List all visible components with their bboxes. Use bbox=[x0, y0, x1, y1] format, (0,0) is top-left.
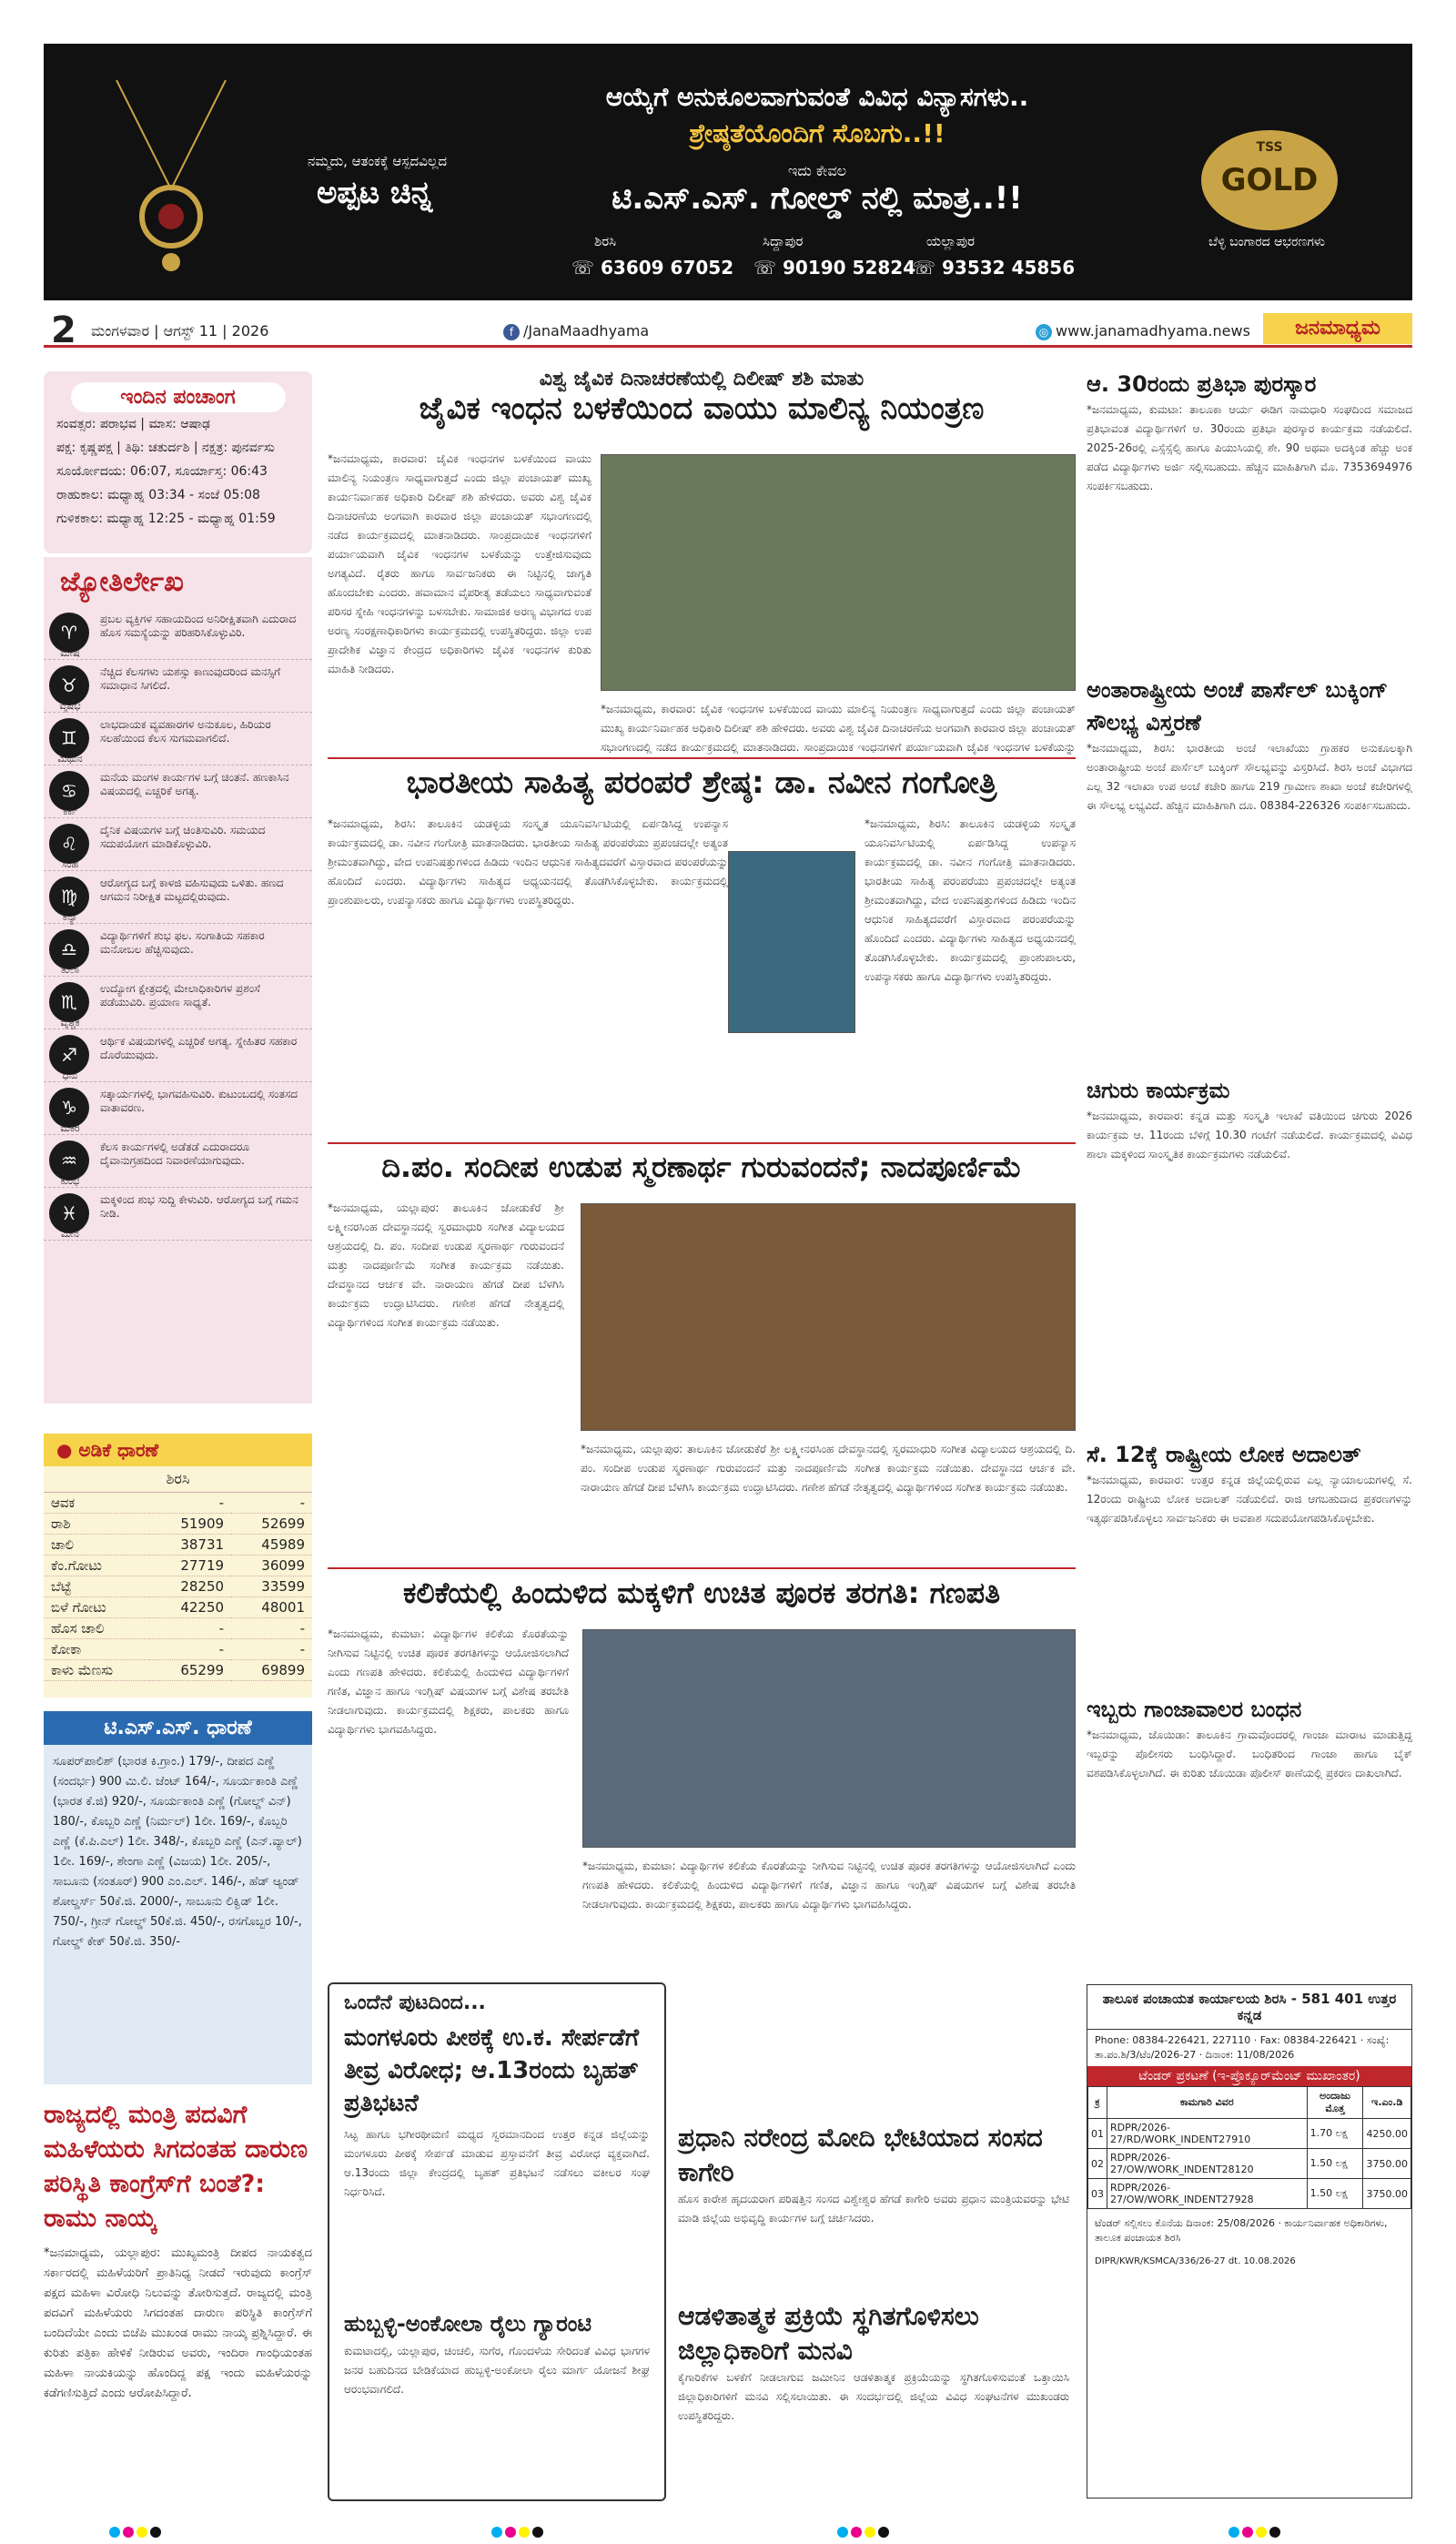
min-price: 51909 bbox=[150, 1514, 231, 1535]
page-strip bbox=[44, 309, 1412, 351]
zodiac-icon: ♑ bbox=[49, 1088, 89, 1128]
article-headline: ಸೆ. 12ಕ್ಕೆ ರಾಷ್ಟ್ರೀಯ ಲೋಕ ಅದಾಲತ್ bbox=[1087, 1442, 1361, 1467]
article-headline: ಜೈವಿಕ ಇಂಧನ ಬಳಕೆಯಿಂದ ವಾಯು ಮಾಲಿನ್ಯ ನಿಯಂತ್ರಣ bbox=[419, 390, 985, 427]
tender-notice bbox=[1087, 1984, 1412, 2498]
min-price: 65299 bbox=[150, 1660, 231, 1681]
zodiac-icon: ♌ bbox=[49, 824, 89, 864]
horoscope-text: ವಿದ್ಯಾರ್ಥಿಗಳಿಗೆ ಶುಭ ಫಲ. ಸಂಗಾತಿಯ ಸಹಕಾರ ಮನೋಬಲ ಹೆಚ್ಚಿಸುವುದು. bbox=[100, 929, 265, 956]
zodiac-name: ವೃಷಭ bbox=[59, 700, 81, 712]
table-row bbox=[44, 1514, 312, 1535]
max-price: 48001 bbox=[231, 1597, 312, 1618]
tender-footer: ಟೆಂಡರ್ ಸಲ್ಲಿಸಲು ಕೊನೆಯ ದಿನಾಂಕ: 25/08/2026 · ಕಾರ್ಯನಿರ್ವಾಹಕ ಅಧಿಕಾರಿಗಳು, ತಾಲೂಕ ಪಂಚಾಯತ ಶಿರಸಿ bbox=[1095, 2217, 1388, 2244]
table-row bbox=[1088, 2119, 1411, 2149]
article-headline: ಅಂತಾರಾಷ್ಟ್ರೀಯ ಅಂಚೆ ಪಾರ್ಸೆಲ್ ಬುಕ್ಕಿಂಗ್ ಸೌಲಭ್ಯ ವಿಸ್ತರಣೆ bbox=[1087, 677, 1389, 735]
zodiac-name: ವೃಶ್ಚಿಕ bbox=[60, 1017, 80, 1029]
horoscope-item bbox=[44, 1135, 312, 1188]
max-price: - bbox=[231, 1618, 312, 1639]
phone-number-3[interactable]: ☏ 93532 45856 bbox=[913, 257, 1076, 279]
article-free-classes[interactable] bbox=[328, 1575, 1076, 1966]
tender-work: RDPR/2026-27/RD/WORK_INDENT27910 bbox=[1107, 2119, 1308, 2149]
panchanga-line: ಗುಳಿಕಕಾಲ: ಮಧ್ಯಾಹ್ನ 12:25 - ಮಧ್ಯಾಹ್ನ 01:59 bbox=[56, 512, 276, 526]
max-price: - bbox=[231, 1639, 312, 1660]
phone-city-2: ಸಿದ್ದಾಪುರ bbox=[763, 233, 804, 249]
newspaper-brand: ಜನಮಾಧ್ಯಮ bbox=[1263, 313, 1412, 344]
tender-table bbox=[1087, 2086, 1411, 2209]
article-guru-vandane[interactable] bbox=[328, 1149, 1076, 1567]
globe-icon: ◎ bbox=[1036, 324, 1052, 340]
tender-amount: 1.50 ಲಕ್ಷ bbox=[1307, 2179, 1363, 2209]
article-postal[interactable] bbox=[1087, 674, 1412, 1065]
zodiac-icon: ♎ bbox=[49, 929, 89, 969]
zodiac-name: ಧನು bbox=[62, 1069, 78, 1081]
article-body: *ಜನಮಾಧ್ಯಮ, ಜೊಯಿಡಾ: ತಾಲೂಕಿನ ಗ್ರಾಮವೊಂದರಲ್ಲಿ ಗಾಂಜಾ ಮಾರಾಟ ಮಾಡುತ್ತಿದ್ದ ಇಬ್ಬರನ್ನು ಪೊಲೀಸರು ಬಂಧಿಸಿದ್ದಾರೆ. ಬಂಧಿತರಿಂದ ಗಾಂಜಾ ಹಾಗೂ ಬೈಕ್ ವಶಪಡಿಸಿಕೊಳ್ಳಲಾಗಿದೆ. ಈ ಕುರಿತು ಜೊಯಿಡಾ ಪೊಲೀಸ್ ಠಾಣೆಯಲ್ಲಿ ಪ್ರಕರಣ ದಾಖಲಾಗಿದೆ. bbox=[1087, 1728, 1412, 1779]
panchanga-line: ಸಂವತ್ಸರ: ಪರಾಭವ | ಮಾಸ: ಆಷಾಢ bbox=[56, 417, 210, 431]
article-ganja-arrest[interactable] bbox=[1087, 1693, 1412, 1966]
article-kicker: ವಿಶ್ವ ಜೈವಿಕ ದಿನಾಚರಣೆಯಲ್ಲಿ ದಿಲೀಷ್ ಶಶಿ ಮಾತು bbox=[539, 368, 864, 390]
zodiac-icon: ♉ bbox=[49, 665, 89, 705]
front-page-continued-box bbox=[328, 1982, 666, 2501]
page-number: 2 bbox=[51, 309, 76, 351]
article-headline[interactable]: ಮಂಗಳೂರು ಪೀಠಕ್ಕೆ ಉ.ಕ. ಸೇರ್ಪಡೆಗೆ ತೀವ್ರ ವಿರೋಧ; ಆ.13ರಂದು ಬೃಹತ್ ಪ್ರತಿಭಟನೆ bbox=[344, 2024, 640, 2117]
tss-rates-text: ಸೂಪರ್‌ಪಾಲಿಶ್ (ಭಾರತ ಕಿ.ಗ್ರಾಂ.) 179/-, ದೀಪದ ಎಣ್ಣೆ (ಸಂದರ್ಭ) 900 ಮಿ.ಲಿ. ಜೆಂಟ್ 164/-, ಸೂರ್ಯಕಾಂತಿ ಎಣ್ಣೆ (ಭಾರತ ಕೆ.ಜಿ) 920/-, ಸೂರ್ಯಕಾಂತಿ ಎಣ್ಣೆ (ಗೋಲ್ಡ್ ವಿನ್) 180/-, ಕೊಬ್ಬರಿ ಎಣ್ಣೆ (ನಿರ್ಮಲ್) 1ಲೀ. 169/-, ಕೊಬ್ಬರಿ ಎಣ್ಣೆ (ಕೆ.ಪಿ.ಎಲ್) 1ಲೀ. 348/-, ಕೊಬ್ಬರಿ ಎಣ್ಣೆ (ಎನ್.ವ್ಯಾಲ್) 1ಲೀ. 169/-, ಶೇಂಗಾ ಎಣ್ಣೆ (ವಿಜಯ) 1ಲೀ. 205/-, ಸಾಬೂನು (ಸಂತೂರ್) 900 ಎಂ.ಎಲ್. 146/-, ಹೆಡ್ ಆ್ಯಂಡ್ ಶೋಲ್ಡರ್ಸ್ 50ಕೆ.ಜಿ. 2000/-, ಸಾಬೂನು ಲಿಕ್ವಿಡ್ 1ಲೀ. 750/-, ಗ್ರೀನ್ ಗೋಲ್ಡ್ 50ಕೆ.ಜಿ. 450/-, ರಸಗೊಬ್ಬರ 10/-, ಗೋಲ್ಡ್ ಕೇಕ್ 50ಕೆ.ಜಿ. 350/- bbox=[53, 1755, 302, 1949]
ad-headline-2: ಶ್ರೇಷ್ಠತೆಯೊಂದಿಗೆ ಸೊಬಗು..!! bbox=[689, 118, 945, 148]
website-link[interactable]: ◎ www.janamadhyama.news bbox=[1036, 322, 1250, 340]
max-price: - bbox=[231, 1493, 312, 1514]
article-headline: ಭಾರತೀಯ ಸಾಹಿತ್ಯ ಪರಂಪರೆ ಶ್ರೇಷ್ಠ: ಡಾ. ನವೀನ ಗಂಗೋತ್ರಿ bbox=[406, 765, 997, 801]
zodiac-icon: ♒ bbox=[49, 1140, 89, 1181]
min-price: 42250 bbox=[150, 1597, 231, 1618]
ad-tagline: ಬೆಳ್ಳಿ ಬಂಗಾರದ ಆಭರಣಗಳು bbox=[1208, 235, 1325, 249]
zodiac-name: ಮಕರ bbox=[60, 1122, 80, 1134]
dipr-code: DIPR/KWR/KSMCA/336/26-27 dt. 10.08.2026 bbox=[1095, 2256, 1296, 2266]
article-body: *ಜನಮಾಧ್ಯಮ, ಕಾರವಾರ: ಉತ್ತರ ಕನ್ನಡ ಜಿಲ್ಲೆಯಲ್ಲಿರುವ ಎಲ್ಲ ನ್ಯಾಯಾಲಯಗಳಲ್ಲಿ ಸೆ. 12ರಂದು ರಾಷ್ಟ್ರೀಯ ಲೋಕ ಅದಾಲತ್ ನಡೆಯಲಿದೆ. ರಾಜಿ ಆಗಬಹುದಾದ ಪ್ರಕರಣಗಳನ್ನು ಇತ್ಯರ್ಥಪಡಿಸಿಕೊಳ್ಳಲು ಸಾರ್ವಜನಿಕರು ಈ ಅವಕಾಶ ಸದುಪಯೋಗಪಡಿಸಿಕೊಳ್ಳಬೇಕು. bbox=[1087, 1474, 1412, 1525]
horoscope-text: ಮನೆಯ ಮಂಗಳ ಕಾರ್ಯಗಳ ಬಗ್ಗೆ ಚಿಂತನೆ. ಹಣಕಾಸಿನ ವಿಷಯದಲ್ಲಿ ಎಚ್ಚರಿಕೆ ಅಗತ್ಯ. bbox=[100, 771, 289, 797]
article-headline[interactable]: ಆಡಳಿತಾತ್ಮಕ ಪ್ರಕ್ರಿಯೆ ಸ್ಥಗಿತಗೊಳಿಸಲು ಜಿಲ್ಲಾಧಿಕಾರಿಗೆ ಮನವಿ bbox=[678, 2301, 979, 2366]
article-body: ಕೈಗಾರಿಕೆಗಳ ಬಳಕೆಗೆ ನೀಡಲಾಗುವ ಜಮೀನಿನ ಆಡಳಿತಾತ್ಮಕ ಪ್ರಕ್ರಿಯೆಯನ್ನು ಸ್ಥಗಿತಗೊಳಿಸುವಂತೆ ಒತ್ತಾಯಿಸಿ ಜಿಲ್ಲಾಧಿಕಾರಿಗಳಿಗೆ ಮನವಿ ಸಲ್ಲಿಸಲಾಯಿತು. ಈ ಸಂದರ್ಭದಲ್ಲಿ ಜಿಲ್ಲೆಯ ವಿವಿಧ ಸಂಘಟನೆಗಳ ಮುಖಂಡರು ಉಪಸ್ಥಿತರಿದ್ದರು. bbox=[678, 2371, 1069, 2422]
min-price: - bbox=[150, 1639, 231, 1660]
arecanut-city: ಶಿರಸಿ bbox=[44, 1466, 312, 1493]
panchanga-line: ಸೂರ್ಯೋದಯ: 06:07, ಸೂರ್ಯಾಸ್ತ: 06:43 bbox=[56, 464, 268, 479]
ad-only-label: ಇದು ಕೇವಲ bbox=[788, 162, 846, 179]
brief-column-2 bbox=[678, 1984, 1069, 2494]
divider bbox=[328, 1142, 1076, 1144]
article-body: *ಜನಮಾಧ್ಯಮ, ಯಲ್ಲಾಪುರ: ತಾಲೂಕಿನ ಜೋಡುಕೆರೆ ಶ್ರೀ ಲಕ್ಷ್ಮೀನರಸಿಂಹ ದೇವಸ್ಥಾನದಲ್ಲಿ ಸ್ವರಮಾಧುರಿ ಸಂಗೀತ ವಿದ್ಯಾಲಯದ ಆಶ್ರಯದಲ್ಲಿ ದಿ. ಪಂ. ಸಂದೀಪ ಉಡುಪ ಸ್ಮರಣಾರ್ಥ ಗುರುವಂದನೆ ಮತ್ತು ನಾದಪೂರ್ಣಿಮೆ ಸಂಗೀತ ಕಾರ್ಯಕ್ರಮ ನಡೆಯಿತು. ದೇವಸ್ಥಾನದ ಆರ್ಚಕ ವೇ. ನಾರಾಯಣ ಹೆಗಡೆ ದೀಪ ಬೆಳಗಿಸಿ ಕಾರ್ಯಕ್ರಮ ಉದ್ಘಾಟಿಸಿದರು. ಗಣೇಶ ಹೆಗಡೆ ನೇತೃತ್ವದಲ್ಲಿ ವಿದ್ಯಾರ್ಥಿಗಳಿಂದ ಸಂಗೀತ ಕಾರ್ಯಕ್ರಮ ನಡೆಯಿತು. bbox=[328, 1201, 564, 1329]
zodiac-icon: ♈ bbox=[49, 613, 89, 653]
price-label: ರಾಶಿ bbox=[44, 1514, 150, 1535]
article-body: *ಜನಮಾಧ್ಯಮ, ಕಾರವಾರ: ಜೈವಿಕ ಇಂಧನಗಳ ಬಳಕೆಯಿಂದ ವಾಯು ಮಾಲಿನ್ಯ ನಿಯಂತ್ರಣ ಸಾಧ್ಯವಾಗುತ್ತದೆ ಎಂದು ಜಿಲ್ಲಾ ಪಂಚಾಯತ್ ಮುಖ್ಯ ಕಾರ್ಯನಿರ್ವಾಹಕ ಅಧಿಕಾರಿ ದಿಲೀಷ್ ಶಶಿ ಹೇಳಿದರು. ಅವರು ವಿಶ್ವ ಜೈವಿಕ ದಿನಾಚರಣೆಯ ಅಂಗವಾಗಿ ಕಾರವಾರ ಜಿಲ್ಲಾ ಪಂಚಾಯತ್ ಸಭಾಂಗಣದಲ್ಲಿ ನಡೆದ ಕಾರ್ಯಕ್ರಮದಲ್ಲಿ ಮಾತನಾಡಿದರು. ಸಾಂಪ್ರದಾಯಿಕ ಇಂಧನಗಳಿಗೆ ಪರ್ಯಾಯವಾಗಿ ಜೈವಿಕ ಇಂಧನಗಳ ಬಳಕೆಯನ್ನು ಉತ್ತೇಜಿಸುವುದು ಅಗತ್ಯವಿದೆ. ರೈತರು ಹಾಗೂ ಸಾರ್ವಜನಿಕರು ಈ ನಿಟ್ಟಿನಲ್ಲಿ ಜಾಗೃತಿ ಹೊಂದಬೇಕು ಎಂದರು. ಹವಾಮಾನ ವೈಪರೀತ್ಯ ತಡೆಯಲು ಸಾಧ್ಯವಾಗುವಂತೆ ಪರಿಸರ ಸ್ನೇಹಿ ಇಂಧನಗಳನ್ನು ಬಳಸಬೇಕು. ಸಾಮಾಜಿಕ ಅರಣ್ಯ ವಿಭಾಗದ ಉಪ ಅರಣ್ಯ ಸಂರಕ್ಷಣಾಧಿಕಾರಿಗಳು ಕಾರ್ಯಕ್ರಮದಲ್ಲಿ ಉಪಸ್ಥಿತರಿದ್ದರು. ಜಿಲ್ಲಾ ಉಪ ಪ್ರಾದೇಶಿಕ ವಿಜ್ಞಾನ ಕೇಂದ್ರದ ಅಧಿಕಾರಿಗಳು ಜೈವಿಕ ಇಂಧನಗಳ ಕುರಿತು ಮಾಹಿತಿ ನೀಡಿದರು. bbox=[328, 452, 592, 675]
max-price: 69899 bbox=[231, 1660, 312, 1681]
horoscope-text: ಆರ್ಥಿಕ ವಿಷಯಗಳಲ್ಲಿ ಎಚ್ಚರಿಕೆ ಅಗತ್ಯ. ಸ್ನೇಹಿತರ ಸಹಕಾರ ದೊರೆಯುವುದು. bbox=[100, 1035, 298, 1061]
tender-emd: 3750.00 bbox=[1363, 2179, 1411, 2209]
arecanut-price-box bbox=[44, 1434, 312, 1698]
horoscope-item bbox=[44, 1029, 312, 1082]
table-row bbox=[44, 1597, 312, 1618]
article-body: *ಜನಮಾಧ್ಯಮ, ಶಿರಸಿ: ಭಾರತೀಯ ಅಂಚೆ ಇಲಾಖೆಯು ಗ್ರಾಹಕರ ಅನುಕೂಲಕ್ಕಾಗಿ ಅಂತಾರಾಷ್ಟ್ರೀಯ ಅಂಚೆ ಪಾರ್ಸೆಲ್ ಬುಕ್ಕಿಂಗ್ ಸೌಲಭ್ಯವನ್ನು ವಿಸ್ತರಿಸಿದೆ. ಶಿರಸಿ ಅಂಚೆ ವಿಭಾಗದ ಎಲ್ಲ 32 ಇಲಾಖಾ ಉಪ ಅಂಚೆ ಕಚೇರಿ ಹಾಗೂ 219 ಗ್ರಾಮೀಣ ಶಾಖಾ ಅಂಚೆ ಕಚೇರಿಗಳಲ್ಲಿ ಈ ಸೌಲಭ್ಯ ಲಭ್ಯವಿದೆ. ಹೆಚ್ಚಿನ ಮಾಹಿತಿಗಾಗಿ ದೂ. 08384-226326 ಸಂಪರ್ಕಿಸಬಹುದು. bbox=[1087, 742, 1412, 812]
zodiac-name: ಕನ್ಯಾ bbox=[62, 911, 78, 923]
ad-headline-1: ಆಯ್ಕೆಗೆ ಅನುಕೂಲವಾಗುವಂತೆ ವಿವಿಧ ವಿನ್ಯಾಸಗಳು.. bbox=[605, 82, 1029, 112]
article-headline: ಚಿಗುರು ಕಾರ್ಯಕ್ರಮ bbox=[1087, 1078, 1230, 1103]
divider bbox=[328, 1567, 1076, 1569]
zodiac-icon: ♐ bbox=[49, 1035, 89, 1075]
article-headline: ಇಬ್ಬರು ಗಾಂಜಾವಾಲರ ಬಂಧನ bbox=[1087, 1697, 1302, 1722]
tender-col: ಕ್ರ bbox=[1088, 2087, 1107, 2119]
music-event-photo bbox=[581, 1203, 1076, 1431]
zodiac-name: ಮಿಥುನ bbox=[57, 753, 83, 765]
min-price: - bbox=[150, 1618, 231, 1639]
price-label: ಬಿಳೆ ಗೋಟು bbox=[44, 1597, 150, 1618]
article-body: *ಜನಮಾಧ್ಯಮ, ಯಲ್ಲಾಪುರ: ಮುಖ್ಯಮಂತ್ರಿ ದೀಪದ ನಾಯಕತ್ವದ ಸರ್ಕಾರದಲ್ಲಿ ಮಹಿಳೆಯರಿಗೆ ಪ್ರಾತಿನಿಧ್ಯ ನೀಡದೆ ಇರುವುದು ಕಾಂಗ್ರೆಸ್ ಪಕ್ಷದ ಮಹಿಳಾ ವಿರೋಧಿ ನಿಲುವನ್ನು ತೋರಿಸುತ್ತದೆ. ರಾಜ್ಯದಲ್ಲಿ ಮಂತ್ರಿ ಪದವಿಗೆ ಮಹಿಳೆಯರು ಸಿಗದಂತಹ ದಾರುಣ ಪರಿಸ್ಥಿತಿ ಕಾಂಗ್ರೆಸ್‌ಗೆ ಬಂದಿದೆಯೇ ಎಂದು ಬಿಜೆಪಿ ಮುಖಂಡ ರಾಮು ನಾಯ್ಕ ಪ್ರಶ್ನಿಸಿದ್ದಾರೆ. ಈ ಕುರಿತು ಪತ್ರಿಕಾ ಹೇಳಿಕೆ ನೀಡಿರುವ ಅವರು, ಇಂದಿರಾ ಗಾಂಧಿಯಂತಹ ಮಹಿಳಾ ನಾಯಕಿಯನ್ನು ಹೊಂದಿದ್ದ ಪಕ್ಷ ಇಂದು ಮಹಿಳೆಯರನ್ನು ಕಡೆಗಣಿಸುತ್ತಿದೆ ಎಂದು ಆರೋಪಿಸಿದ್ದಾರೆ. bbox=[44, 2246, 312, 2400]
horoscope-item bbox=[44, 818, 312, 871]
article-body-continued: *ಜನಮಾಧ್ಯಮ, ಯಲ್ಲಾಪುರ: ತಾಲೂಕಿನ ಜೋಡುಕೆರೆ ಶ್ರೀ ಲಕ್ಷ್ಮೀನರಸಿಂಹ ದೇವಸ್ಥಾನದಲ್ಲಿ ಸ್ವರಮಾಧುರಿ ಸಂಗೀತ ವಿದ್ಯಾಲಯದ ಆಶ್ರಯದಲ್ಲಿ ದಿ. ಪಂ. ಸಂದೀಪ ಉಡುಪ ಸ್ಮರಣಾರ್ಥ ಗುರುವಂದನೆ ಮತ್ತು ನಾದಪೂರ್ಣಿಮೆ ಸಂಗೀತ ಕಾರ್ಯಕ್ರಮ ನಡೆಯಿತು. ದೇವಸ್ಥಾನದ ಆರ್ಚಕ ವೇ. ನಾರಾಯಣ ಹೆಗಡೆ ದೀಪ ಬೆಳಗಿಸಿ ಕಾರ್ಯಕ್ರಮ ಉದ್ಘಾಟಿಸಿದರು. ಗಣೇಶ ಹೆಗಡೆ ನೇತೃತ್ವದಲ್ಲಿ ವಿದ್ಯಾರ್ಥಿಗಳಿಂದ ಸಂಗೀತ ಕಾರ್ಯಕ್ರಮ ನಡೆಯಿತು. bbox=[581, 1443, 1076, 1494]
tender-emd: 3750.00 bbox=[1363, 2149, 1411, 2179]
article-body: ಸಿಟ್ಟ ಹಾಗೂ ಭಗೀರಥೀಮಣಿ ಮಧ್ಯದ ಸ್ವರಮಾನದಿಂದ ಉತ್ತರ ಕನ್ನಡ ಜಿಲ್ಲೆಯನ್ನು ಮಂಗಳೂರು ಪೀಠಕ್ಕೆ ಸೇರ್ಪಡೆ ಮಾಡುವ ಪ್ರಸ್ತಾವನೆಗೆ ತೀವ್ರ ವಿರೋಧ ವ್ಯಕ್ತವಾಗಿದೆ. ಆ.13ರಂದು ಜಿಲ್ಲಾ ಕೇಂದ್ರದಲ್ಲಿ ಬೃಹತ್ ಪ್ರತಿಭಟನೆ ನಡೆಸಲು ವಕೀಲರ ಸಂಘ ನಿರ್ಧರಿಸಿದೆ. bbox=[344, 2128, 650, 2198]
horoscope-text: ಆರೋಗ್ಯದ ಬಗ್ಗೆ ಕಾಳಜಿ ವಹಿಸುವುದು ಒಳಿತು. ಹಣದ ಆಗಮನ ನಿರೀಕ್ಷಿತ ಮಟ್ಟದಲ್ಲಿರುವುದು. bbox=[100, 877, 284, 903]
panchanga-title: ಇಂದಿನ ಪಂಚಾಂಗ bbox=[71, 382, 286, 412]
max-price: 36099 bbox=[231, 1556, 312, 1576]
zodiac-icon: ♊ bbox=[49, 718, 89, 758]
tss-rates-title: ಟಿ.ಎಸ್.ಎಸ್. ಧಾರಣೆ bbox=[44, 1711, 312, 1745]
max-price: 45989 bbox=[231, 1535, 312, 1556]
horoscope-title: ಜ್ಯೋತಿರ್ಲೇಖ bbox=[60, 566, 184, 598]
article-lok-adalat[interactable] bbox=[1087, 1438, 1412, 1684]
table-row bbox=[44, 1493, 312, 1514]
tender-emd: 4250.00 bbox=[1363, 2119, 1411, 2149]
horoscope-item bbox=[44, 1188, 312, 1241]
tender-org: ತಾಲೂಕ ಪಂಚಾಯತ ಕಾರ್ಯಾಲಯ ಶಿರಸಿ - 581 401 ಉತ್ತರ ಕನ್ನಡ bbox=[1087, 1985, 1411, 2030]
table-row bbox=[44, 1660, 312, 1681]
print-registration-marks bbox=[0, 2517, 1456, 2544]
article-body-continued: *ಜನಮಾಧ್ಯಮ, ಕುಮಟಾ: ವಿದ್ಯಾರ್ಥಿಗಳ ಕಲಿಕೆಯ ಕೊರತೆಯನ್ನು ನೀಗಿಸುವ ನಿಟ್ಟಿನಲ್ಲಿ ಉಚಿತ ಪೂರಕ ತರಗತಿಗಳನ್ನು ಆಯೋಜಿಸಲಾಗಿದೆ ಎಂದು ಗಣಪತಿ ಹೇಳಿದರು. ಕಲಿಕೆಯಲ್ಲಿ ಹಿಂದುಳಿದ ವಿದ್ಯಾರ್ಥಿಗಳಿಗೆ ಗಣಿತ, ವಿಜ್ಞಾನ ಹಾಗೂ ಇಂಗ್ಲಿಷ್ ವಿಷಯಗಳ ಬಗ್ಗೆ ವಿಶೇಷ ತರಬೇತಿ ನೀಡಲಾಗುವುದು. ಕಾರ್ಯಕ್ರಮದಲ್ಲಿ ಶಿಕ್ಷಕರು, ಪಾಲಕರು ಹಾಗೂ ವಿದ್ಯಾರ್ಥಿಗಳು ಭಾಗವಹಿಸಿದ್ದರು. bbox=[582, 1860, 1076, 1911]
table-row bbox=[44, 1639, 312, 1660]
pendant-image bbox=[98, 80, 244, 289]
horoscope-box bbox=[44, 557, 312, 1404]
tender-amount: 1.70 ಲಕ್ಷ bbox=[1307, 2119, 1363, 2149]
price-label: ಕೋಕಾ bbox=[44, 1639, 150, 1660]
zodiac-name: ಕರ್ಕ bbox=[63, 806, 77, 817]
horoscope-item bbox=[44, 1082, 312, 1135]
horoscope-item bbox=[44, 871, 312, 924]
horoscope-item bbox=[44, 713, 312, 765]
table-row bbox=[44, 1535, 312, 1556]
table-row bbox=[44, 1576, 312, 1597]
arecanut-table bbox=[44, 1493, 312, 1681]
article-body-continued: *ಜನಮಾಧ್ಯಮ, ಶಿರಸಿ: ತಾಲೂಕಿನ ಯಡಳ್ಳಿಯ ಸಂಸ್ಕೃತ ಯೂನಿವರ್ಸಿಟಿಯಲ್ಲಿ ಏರ್ಪಡಿಸಿದ್ದ ಉಪನ್ಯಾಸ ಕಾರ್ಯಕ್ರಮದಲ್ಲಿ ಡಾ. ನವೀನ ಗಂಗೋತ್ರಿ ಮಾತನಾಡಿದರು. ಭಾರತೀಯ ಸಾಹಿತ್ಯ ಪರಂಪರೆಯು ಪ್ರಪಂಚದಲ್ಲೇ ಅತ್ಯಂತ ಶ್ರೀಮಂತವಾಗಿದ್ದು, ವೇದ ಉಪನಿಷತ್ತುಗಳಿಂದ ಹಿಡಿದು ಇಂದಿನ ಆಧುನಿಕ ಸಾಹಿತ್ಯದವರೆಗೆ ವಿಸ್ತಾರವಾದ ಪರಂಪರೆಯನ್ನು ಹೊಂದಿದೆ ಎಂದರು. ವಿದ್ಯಾರ್ಥಿಗಳು ಸಾಹಿತ್ಯದ ಅಧ್ಯಯನದಲ್ಲಿ ತೊಡಗಿಸಿಕೊಳ್ಳಬೇಕು. ಕಾರ್ಯಕ್ರಮದಲ್ಲಿ ಪ್ರಾಂಶುಪಾಲರು, ಉಪನ್ಯಾಸಕರು ಹಾಗೂ ವಿದ್ಯಾರ್ಥಿಗಳು ಉಪಸ್ಥಿತರಿದ್ದರು. bbox=[864, 817, 1076, 983]
min-price: 27719 bbox=[150, 1556, 231, 1576]
tender-col: ಇ.ಎಂ.ಡಿ bbox=[1363, 2087, 1411, 2119]
panchanga-line: ರಾಹುಕಾಲ: ಮಧ್ಯಾಹ್ನ 03:34 - ಸಂಜೆ 05:08 bbox=[56, 488, 260, 502]
article-headline[interactable]: ಹುಬ್ಬಳ್ಳಿ-ಅಂಕೋಲಾ ರೈಲು ಗ್ಯಾರಂಟಿ bbox=[344, 2311, 592, 2336]
article-pratibha[interactable] bbox=[1087, 368, 1412, 659]
price-label: ಬೆಟ್ಟೆ bbox=[44, 1576, 150, 1597]
article-body: *ಜನಮಾಧ್ಯಮ, ಕಾರವಾರ: ಕನ್ನಡ ಮತ್ತು ಸಂಸ್ಕೃತಿ ಇಲಾಖೆ ವತಿಯಿಂದ ಚಿಗುರು 2026 ಕಾರ್ಯಕ್ರಮ ಆ. 11ರಂದು ಬೆಳಿಗ್ಗೆ 10.30 ಗಂಟೆಗೆ ನಡೆಯಲಿದೆ. ಕಾರ್ಯಕ್ರಮದಲ್ಲಿ ವಿವಿಧ ಶಾಲಾ ಮಕ್ಕಳಿಂದ ಸಾಂಸ್ಕೃತಿಕ ಕಾರ್ಯಕ್ರಮಗಳು ನಡೆಯಲಿವೆ. bbox=[1087, 1110, 1412, 1161]
tender-no: 01 bbox=[1088, 2119, 1107, 2149]
arecanut-title: ● ಅಡಿಕೆ ಧಾರಣೆ bbox=[44, 1434, 312, 1466]
zodiac-icon: ♓ bbox=[49, 1193, 89, 1233]
tender-bar: ಟೆಂಡರ್ ಪ್ರಕಟಣೆ (ಇ-ಪ್ರೊಕ್ಯೂರ್‌ಮೆಂಟ್ ಮುಖಾಂತರ) bbox=[1087, 2066, 1411, 2086]
min-price: 28250 bbox=[150, 1576, 231, 1597]
max-price: 33599 bbox=[231, 1576, 312, 1597]
table-row bbox=[1088, 2149, 1411, 2179]
zodiac-icon: ♍ bbox=[49, 877, 89, 917]
article-body-continued: *ಜನಮಾಧ್ಯಮ, ಕಾರವಾರ: ಜೈವಿಕ ಇಂಧನಗಳ ಬಳಕೆಯಿಂದ ವಾಯು ಮಾಲಿನ್ಯ ನಿಯಂತ್ರಣ ಸಾಧ್ಯವಾಗುತ್ತದೆ ಎಂದು ಜಿಲ್ಲಾ ಪಂಚಾಯತ್ ಮುಖ್ಯ ಕಾರ್ಯನಿರ್ವಾಹಕ ಅಧಿಕಾರಿ ದಿಲೀಷ್ ಶಶಿ ಹೇಳಿದರು. ಅವರು ವಿಶ್ವ ಜೈವಿಕ ದಿನಾಚರಣೆಯ ಅಂಗವಾಗಿ ಕಾರವಾರ ಜಿಲ್ಲಾ ಪಂಚಾಯತ್ ಸಭಾಂಗಣದಲ್ಲಿ ನಡೆದ ಕಾರ್ಯಕ್ರಮದಲ್ಲಿ ಮಾತನಾಡಿದರು. ಸಾಂಪ್ರದಾಯಿಕ ಇಂಧನಗಳಿಗೆ ಪರ್ಯಾಯವಾಗಿ ಜೈವಿಕ ಇಂಧನಗಳ ಬಳಕೆಯನ್ನು bbox=[601, 703, 1076, 754]
article-headline: ಕಲಿಕೆಯಲ್ಲಿ ಹಿಂದುಳಿದ ಮಕ್ಕಳಿಗೆ ಉಚಿತ ಪೂರಕ ತರಗತಿ: ಗಣಪತಿ bbox=[402, 1576, 1001, 1610]
zodiac-name: ಕುಂಭ bbox=[60, 1175, 80, 1187]
ad-slogan-small: ನಮ್ಮದು, ಆತಂಕಕ್ಕೆ ಆಸ್ಪದವಿಲ್ಲದ bbox=[308, 153, 448, 169]
price-label: ಚಾಲಿ bbox=[44, 1535, 150, 1556]
zodiac-name: ಮೀನ bbox=[61, 1228, 79, 1240]
article-body: *ಜನಮಾಧ್ಯಮ, ಶಿರಸಿ: ತಾಲೂಕಿನ ಯಡಳ್ಳಿಯ ಸಂಸ್ಕೃತ ಯೂನಿವರ್ಸಿಟಿಯಲ್ಲಿ ಏರ್ಪಡಿಸಿದ್ದ ಉಪನ್ಯಾಸ ಕಾರ್ಯಕ್ರಮದಲ್ಲಿ ಡಾ. ನವೀನ ಗಂಗೋತ್ರಿ ಮಾತನಾಡಿದರು. ಭಾರತೀಯ ಸಾಹಿತ್ಯ ಪರಂಪರೆಯು ಪ್ರಪಂಚದಲ್ಲೇ ಅತ್ಯಂತ ಶ್ರೀಮಂತವಾಗಿದ್ದು, ವೇದ ಉಪನಿಷತ್ತುಗಳಿಂದ ಹಿಡಿದು ಇಂದಿನ ಆಧುನಿಕ ಸಾಹಿತ್ಯದವರೆಗೆ ವಿಸ್ತಾರವಾದ ಪರಂಪರೆಯನ್ನು ಹೊಂದಿದೆ ಎಂದರು. ವಿದ್ಯಾರ್ಥಿಗಳು ಸಾಹಿತ್ಯದ ಅಧ್ಯಯನದಲ್ಲಿ ತೊಡಗಿಸಿಕೊಳ್ಳಬೇಕು. ಕಾರ್ಯಕ್ರಮದಲ್ಲಿ ಪ್ರಾಂಶುಪಾಲರು, ಉಪನ್ಯಾಸಕರು ಹಾಗೂ ವಿದ್ಯಾರ್ಥಿಗಳು ಉಪಸ್ಥಿತರಿದ್ದರು. bbox=[328, 817, 728, 907]
price-label: ಆವಕ bbox=[44, 1493, 150, 1514]
article-literature[interactable] bbox=[328, 765, 1076, 1138]
biofuel-event-photo bbox=[601, 454, 1076, 691]
top-advertisement[interactable] bbox=[44, 44, 1412, 300]
horoscope-text: ನೆಚ್ಚಿದ ಕೆಲಸಗಳು ಯಶಸ್ಸು ಕಾಣುವುದರಿಂದ ಮನಸ್ಸಿಗೆ ಸಮಾಧಾನ ಸಿಗಲಿದೆ. bbox=[100, 665, 281, 692]
horoscope-item bbox=[44, 660, 312, 713]
speaker-photo bbox=[728, 851, 855, 1033]
tss-rates-box bbox=[44, 1711, 312, 2084]
article-headline: ದಿ.ಪಂ. ಸಂದೀಪ ಉಡುಪ ಸ್ಮರಣಾರ್ಥ ಗುರುವಂದನೆ; ನಾದಪೂರ್ಣಿಮೆ bbox=[381, 1150, 1022, 1184]
horoscope-text: ಉದ್ಯೋಗ ಕ್ಷೇತ್ರದಲ್ಲಿ ಮೇಲಾಧಿಕಾರಿಗಳ ಪ್ರಶಂಸೆ ಪಡೆಯುವಿರಿ. ಪ್ರಯಾಣ ಸಾಧ್ಯತೆ. bbox=[100, 982, 260, 1008]
horoscope-text: ಲಾಭದಾಯಕ ವ್ಯವಹಾರಗಳ ಅನುಕೂಲ, ಹಿರಿಯರ ಸಲಹೆಯಿಂದ ಕೆಲಸ ಸುಗಮವಾಗಲಿದೆ. bbox=[100, 718, 271, 745]
zodiac-name: ಮೇಷ bbox=[60, 647, 80, 659]
article-headline[interactable]: ಪ್ರಧಾನಿ ನರೇಂದ್ರ ಮೋದಿ ಭೇಟಿಯಾದ ಸಂಸದ ಕಾಗೇರಿ bbox=[678, 2123, 1043, 2187]
tss-gold-logo: TSS GOLD bbox=[1201, 130, 1338, 230]
table-row bbox=[44, 1618, 312, 1639]
horoscope-text: ಪ್ರಬಲ ವ್ಯಕ್ತಿಗಳ ಸಹಾಯದಿಂದ ಅನಿರೀಕ್ಷಿತವಾಗಿ ಎದುರಾದ ಹೊಸ ಸಮಸ್ಯೆಯನ್ನು ಪರಿಹರಿಸಿಕೊಳ್ಳುವಿರಿ. bbox=[100, 613, 297, 639]
tender-work: RDPR/2026-27/OW/WORK_INDENT28120 bbox=[1107, 2149, 1308, 2179]
phone-city-1: ಶಿರಸಿ bbox=[594, 233, 617, 249]
article-ramu-naik[interactable] bbox=[44, 2098, 312, 2480]
ad-slogan-big: ಅಪ್ಪಟ ಚಿನ್ನ bbox=[317, 175, 433, 211]
panchanga-line: ಪಕ್ಷ: ಕೃಷ್ಣಪಕ್ಷ | ತಿಥಿ: ಚತುರ್ದಶಿ | ನಕ್ಷತ್ರ: ಪುನರ್ವಸು bbox=[56, 441, 275, 455]
phone-city-3: ಯಲ್ಲಾಪುರ bbox=[926, 233, 976, 249]
zodiac-icon: ♋ bbox=[49, 771, 89, 811]
price-label: ಕಾಳು ಮೆಣಸು bbox=[44, 1660, 150, 1681]
max-price: 52699 bbox=[231, 1514, 312, 1535]
issue-date: ಮಂಗಳವಾರ | ಆಗಸ್ಟ್ 11 | 2026 bbox=[91, 322, 269, 340]
facebook-link[interactable]: f /JanaMaadhyama bbox=[503, 322, 649, 340]
tender-no: 02 bbox=[1088, 2149, 1107, 2179]
zodiac-icon: ♏ bbox=[49, 982, 89, 1022]
article-headline: ಆ. 30ರಂದು ಪ್ರತಿಭಾ ಪುರಸ್ಕಾರ bbox=[1087, 371, 1317, 397]
price-label: ಹೊಸ ಚಾಲಿ bbox=[44, 1618, 150, 1639]
classroom-photo bbox=[582, 1629, 1076, 1848]
horoscope-text: ಕೆಲಸ ಕಾರ್ಯಗಳಲ್ಲಿ ಅಡೆತಡೆ ಎದುರಾದರೂ ದೈವಾನುಗ್ರಹದಿಂದ ನಿವಾರಣೆಯಾಗುವುದು. bbox=[100, 1140, 250, 1167]
horoscope-item bbox=[44, 977, 312, 1029]
horoscope-text: ಮಕ್ಕಳಿಂದ ಶುಭ ಸುದ್ದಿ ಕೇಳುವಿರಿ. ಆರೋಗ್ಯದ ಬಗ್ಗೆ ಗಮನ ನೀಡಿ. bbox=[100, 1193, 298, 1220]
panchanga-box bbox=[44, 371, 312, 553]
article-headline: ರಾಜ್ಯದಲ್ಲಿ ಮಂತ್ರಿ ಪದವಿಗೆ ಮಹಿಳೆಯರು ಸಿಗದಂತಹ ದಾರುಣ ಪರಿಸ್ಥಿತಿ ಕಾಂಗ್ರೆಸ್‌ಗೆ ಬಂತೆ?: ರಾಮು ನಾಯ್ಕ bbox=[44, 2101, 308, 2233]
divider bbox=[328, 757, 1076, 759]
table-row bbox=[1088, 2179, 1411, 2209]
horoscope-text: ಸತ್ಕಾರ್ಯಗಳಲ್ಲಿ ಭಾಗವಹಿಸುವಿರಿ. ಕುಟುಂಬದಲ್ಲಿ ಸಂತಸದ ವಾತಾವರಣ. bbox=[100, 1088, 298, 1114]
min-price: 38731 bbox=[150, 1535, 231, 1556]
zodiac-name: ಸಿಂಹ bbox=[61, 858, 79, 870]
ad-headline-3: ಟಿ.ಎಸ್.ಎಸ್. ಗೋಲ್ಡ್ ನಲ್ಲಿ ಮಾತ್ರ..!! bbox=[612, 180, 1023, 217]
article-body: *ಜನಮಾಧ್ಯಮ, ಕುಮಟಾ: ತಾಲೂಕಾ ಆರ್ಯ ಈಡಿಗ ನಾಮಧಾರಿ ಸಂಘದಿಂದ ಸಮಾಜದ ಪ್ರತಿಭಾವಂತ ವಿದ್ಯಾರ್ಥಿಗಳಿಗೆ ಆ. 30ರಂದು ಪ್ರತಿಭಾ ಪುರಸ್ಕಾರ ಕಾರ್ಯಕ್ರಮ ನಡೆಯಲಿದೆ. 2025-26ರಲ್ಲಿ ಎಸ್ಸೆಸ್ಸೆಲ್ಸಿ ಹಾಗೂ ಪಿಯುಸಿಯಲ್ಲಿ ಶೇ. 90 ಅಥವಾ ಅದಕ್ಕಿಂತ ಹೆಚ್ಚು ಅಂಕ ಪಡೆದ ವಿದ್ಯಾರ್ಥಿಗಳು ಅರ್ಜಿ ಸಲ್ಲಿಸಬಹುದು. ಹೆಚ್ಚಿನ ಮಾಹಿತಿಗಾಗಿ ಮೊ. 7353694976 ಸಂಪರ್ಕಿಸಬಹುದು. bbox=[1087, 403, 1412, 492]
tender-amount: 1.50 ಲಕ್ಷ bbox=[1307, 2149, 1363, 2179]
zodiac-name: ತುಲಾ bbox=[60, 964, 80, 976]
tender-no: 03 bbox=[1088, 2179, 1107, 2209]
table-row bbox=[44, 1556, 312, 1576]
tender-col: ಅಂದಾಜು ಮೊತ್ತ bbox=[1307, 2087, 1363, 2119]
min-price: - bbox=[150, 1493, 231, 1514]
horoscope-text: ದೈನಿಕ ವಿಷಯಗಳ ಬಗ್ಗೆ ಚಿಂತಿಸುವಿರಿ. ಸಮಯದ ಸದುಪಯೋಗ ಮಾಡಿಕೊಳ್ಳುವಿರಿ. bbox=[100, 824, 266, 850]
price-label: ಕೆಂ.ಗೋಟು bbox=[44, 1556, 150, 1576]
article-body: ಕುಮಟಾದಲ್ಲಿ, ಯಲ್ಲಾಪುರ, ಚಿಂಚಲಿ, ಸುಗೆರ, ಗೊಂದಳೆಯ ಸೇರಿದಂತೆ ವಿವಿಧ ಭಾಗಗಳ ಜನರ ಬಹುದಿನದ ಬೇಡಿಕೆಯಾದ ಹುಬ್ಬಳ್ಳಿ-ಅಂಕೋಲಾ ರೈಲು ಮಾರ್ಗ ಯೋಜನೆ ಶೀಘ್ರ ಆರಂಭವಾಗಲಿದೆ. bbox=[344, 2345, 650, 2396]
tender-work: RDPR/2026-27/OW/WORK_INDENT27928 bbox=[1107, 2179, 1308, 2209]
section-title: ಒಂದೆನೆ ಪುಟದಿಂದ... bbox=[344, 1992, 486, 2014]
horoscope-item bbox=[44, 765, 312, 818]
tender-contact: Phone: 08384-226421, 227110 · Fax: 08384-226421 · ಸಂಖ್ಯೆ: ತಾ.ಪಂ.ಶಿ/3/ಟೆಂ/2026-27 · ದಿನಾಂಕ: 11/08/2026 bbox=[1095, 2034, 1390, 2061]
article-chiguru[interactable] bbox=[1087, 1074, 1412, 1429]
tender-col: ಕಾಮಗಾರಿ ವಿವರ bbox=[1107, 2087, 1308, 2119]
horoscope-list bbox=[44, 607, 312, 1241]
article-body: *ಜನಮಾಧ್ಯಮ, ಕುಮಟಾ: ವಿದ್ಯಾರ್ಥಿಗಳ ಕಲಿಕೆಯ ಕೊರತೆಯನ್ನು ನೀಗಿಸುವ ನಿಟ್ಟಿನಲ್ಲಿ ಉಚಿತ ಪೂರಕ ತರಗತಿಗಳನ್ನು ಆಯೋಜಿಸಲಾಗಿದೆ ಎಂದು ಗಣಪತಿ ಹೇಳಿದರು. ಕಲಿಕೆಯಲ್ಲಿ ಹಿಂದುಳಿದ ವಿದ್ಯಾರ್ಥಿಗಳಿಗೆ ಗಣಿತ, ವಿಜ್ಞಾನ ಹಾಗೂ ಇಂಗ್ಲಿಷ್ ವಿಷಯಗಳ ಬಗ್ಗೆ ವಿಶೇಷ ತರಬೇತಿ ನೀಡಲಾಗುವುದು. ಕಾರ್ಯಕ್ರಮದಲ್ಲಿ ಶಿಕ್ಷಕರು, ಪಾಲಕರು ಹಾಗೂ ವಿದ್ಯಾರ್ಥಿಗಳು ಭಾಗವಹಿಸಿದ್ದರು. bbox=[328, 1627, 569, 1736]
phone-number-2[interactable]: ☏ 90190 52824 bbox=[753, 257, 916, 279]
horoscope-item bbox=[44, 607, 312, 660]
phone-number-1[interactable]: ☏ 63609 67052 bbox=[571, 257, 734, 279]
horoscope-item bbox=[44, 924, 312, 977]
facebook-icon: f bbox=[503, 324, 520, 340]
article-body: ಹೊಸ ಕಾರೇಶ ಹೃದಯರಾಗ ಪರಿಷತ್ತಿನ ಸಂಸದ ವಿಶ್ವೇಶ್ವರ ಹೆಗಡೆ ಕಾಗೇರಿ ಅವರು ಪ್ರಧಾನ ಮಂತ್ರಿಯವರನ್ನು ಭೇಟಿ ಮಾಡಿ ಜಿಲ್ಲೆಯ ಅಭಿವೃದ್ಧಿ ಕಾರ್ಯಗಳ ಬಗ್ಗೆ ಚರ್ಚಿಸಿದರು. bbox=[678, 2193, 1069, 2225]
